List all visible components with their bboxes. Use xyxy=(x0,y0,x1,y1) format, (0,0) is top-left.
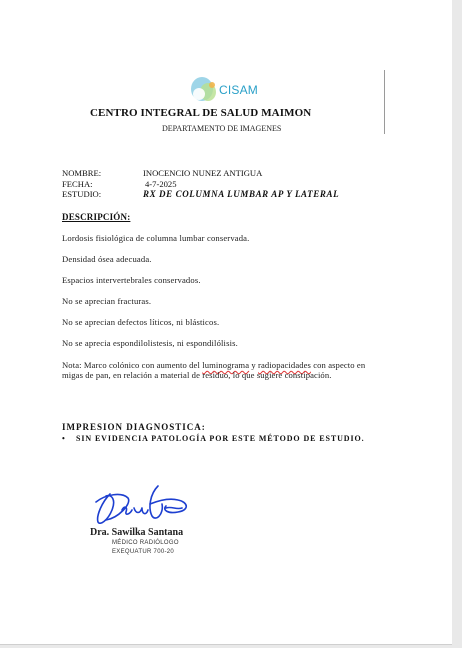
logo-text: CISAM xyxy=(219,83,259,97)
cisam-logo xyxy=(188,75,258,105)
cisam-logo-icon xyxy=(188,75,222,105)
name-label: NOMBRE: xyxy=(62,168,102,178)
handwritten-signature xyxy=(92,480,196,528)
note-mid: y xyxy=(249,360,259,370)
viewer-background xyxy=(452,0,462,648)
organization-name: CENTRO INTEGRAL DE SALUD MAIMON xyxy=(90,107,312,119)
doctor-exequatur: EXEQUATUR 700-20 xyxy=(112,549,175,555)
date-value: 4-7-2025 xyxy=(145,179,177,189)
description-title: DESCRIPCIÓN: xyxy=(62,212,131,222)
impression-bullet xyxy=(62,434,365,443)
description-line: Densidad ósea adecuada. xyxy=(62,254,152,264)
header-divider xyxy=(384,70,385,134)
department-name: DEPARTAMENTO DE IMAGENES xyxy=(162,124,282,133)
bullet-icon: • xyxy=(62,434,66,443)
description-line: No se aprecia espondilolistesis, ni espondilólisis. xyxy=(62,338,238,348)
impression-title: IMPRESION DIAGNOSTICA: xyxy=(62,422,206,432)
description-line: Espacios intervertebrales conservados. xyxy=(62,275,201,285)
date-label: FECHA: xyxy=(62,179,93,189)
note-prefix: Nota: Marco colónico con aumento del xyxy=(62,360,203,370)
note-paragraph xyxy=(62,360,380,380)
description-line: No se aprecian defectos líticos, ni blásticos. xyxy=(62,317,220,327)
study-label: ESTUDIO: xyxy=(62,189,102,199)
description-line: Lordosis fisiológica de columna lumbar conservada. xyxy=(62,233,250,243)
doctor-name: Dra. Sawilka Santana xyxy=(90,527,184,538)
impression-text: SIN EVIDENCIA PATOLOGÍA POR ESTE MÉTODO DE ESTUDIO. xyxy=(76,434,365,443)
description-line: No se aprecian fracturas. xyxy=(62,296,152,306)
note-suffix: con aspecto en migas de pan, en relación a material de residuo, lo que sugiere constipación. xyxy=(62,360,366,380)
doctor-title: MÉDICO RADIÓLOGO xyxy=(112,540,179,546)
note-luminograma: luminograma xyxy=(202,360,250,370)
study-value: RX DE COLUMNA LUMBAR AP Y LATERAL xyxy=(143,189,340,199)
name-value: INOCENCIO NUNEZ ANTIGUA xyxy=(143,168,263,178)
note-radiopacidades: radiopacidades xyxy=(258,360,311,370)
